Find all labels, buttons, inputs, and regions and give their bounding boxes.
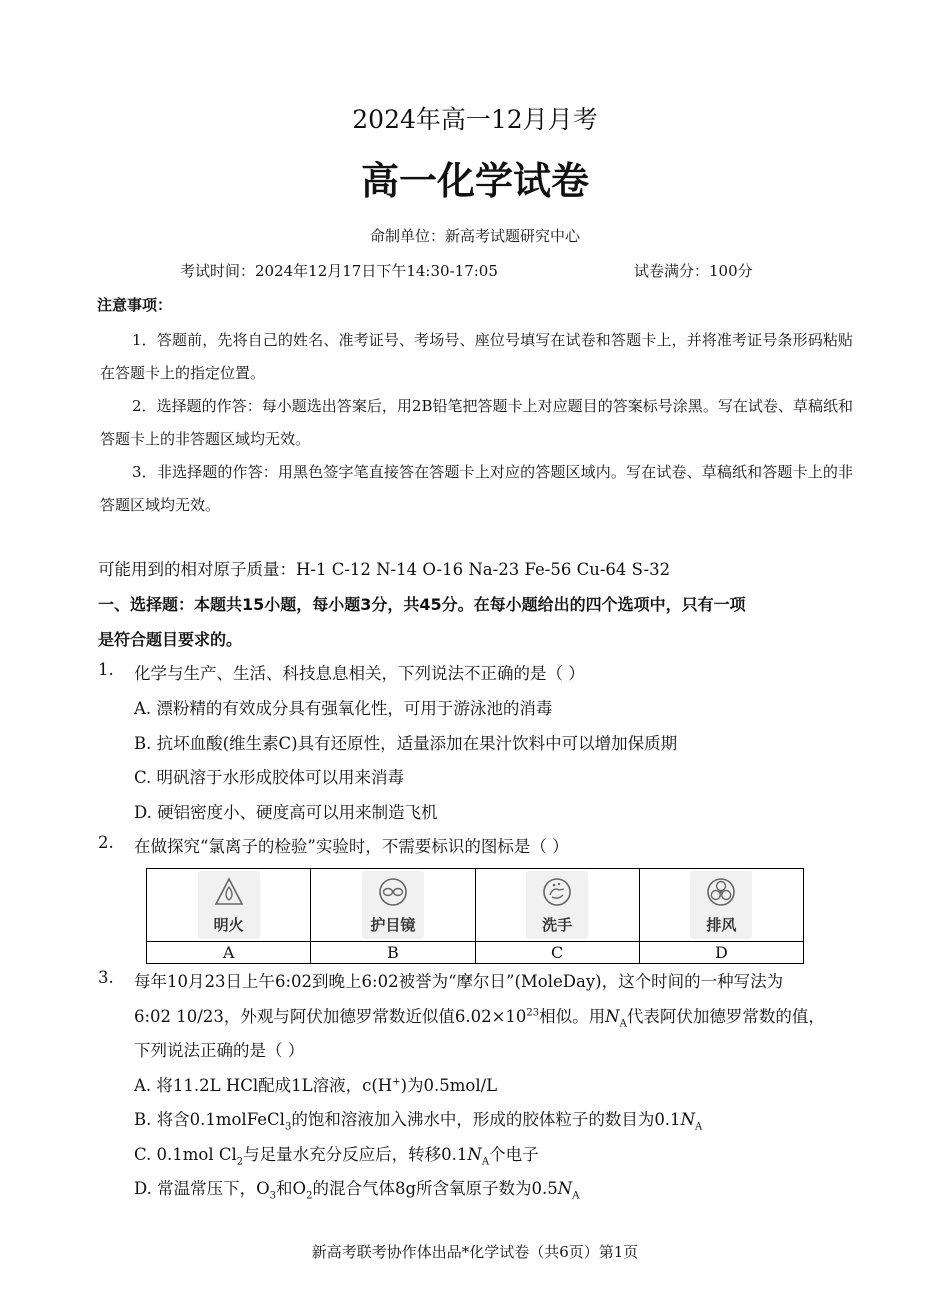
q1-option-c: C. 明矾溶于水形成胶体可以用来消毒	[134, 768, 405, 787]
notice-item-3: 3．非选择题的作答：用黑色签字笔直接答在答题卡上对应的答题区域内。写在试卷、草稿纸和答题卡上的非答题区域均无效。	[100, 463, 853, 514]
q3-stem-line2: 6:02 10/23，外观与阿伏加德罗常数近似值$6.02\times 10^{23}$相似。用$N_A$代表阿伏加德罗常数的值，	[134, 1007, 825, 1030]
q3-option-b: B. 将含0.1molFeCl$_3$的饱和溶液加入沸水中，形成的胶体粒子的数目为$0.1N_A$	[134, 1110, 703, 1133]
q3-option-d: D. 常温常压下，$O_3$和$O_2$的混合气体8g所含氧原子数为$0.5N_A$	[134, 1179, 580, 1202]
icon-letter-c: C	[475, 942, 639, 964]
q1-number: 1.	[98, 660, 114, 679]
q3-stem-line3: 下列说法正确的是（ ）	[134, 1041, 305, 1060]
issuer: 命制单位：新高考试题研究中心	[369, 227, 580, 245]
icon-letter-d: D	[639, 942, 803, 964]
q3-number: 3.	[98, 968, 114, 987]
icon-cell-b	[311, 869, 475, 942]
exhaust-fan-icon: 排风	[690, 871, 752, 939]
icon-cell-a	[147, 869, 311, 942]
notice-item-2: 2．选择题的作答：每小题选出答案后，用2B铅笔把答题卡上对应题目的答案标号涂黑。写在试卷、草稿纸和答题卡上的非答题区域均无效。	[100, 397, 853, 448]
exam-name: 2024年高一12月月考	[352, 105, 598, 134]
flame-icon: 明火	[198, 871, 260, 939]
safety-icons-table	[146, 868, 804, 964]
atomic-masses: 可能用到的相对原子质量：H-1 C-12 N-14 O-16 Na-23 Fe-56 Cu-64 S-32	[98, 560, 671, 579]
icon-letter-b: B	[311, 942, 475, 964]
notice-heading: 注意事项：	[97, 296, 173, 314]
icon-cell-d	[639, 869, 803, 942]
q1-option-d: D. 硬铝密度小、硬度高可以用来制造飞机	[134, 803, 438, 822]
goggles-icon: 护目镜	[362, 871, 424, 939]
page-title: 高一化学试卷	[360, 159, 589, 203]
icon-cell-c	[475, 869, 639, 942]
q2-stem: 在做探究“氯离子的检验”实验时，不需要标识的图标是（ ）	[134, 837, 569, 856]
handwash-icon: 洗手	[526, 871, 588, 939]
section-heading: 一、选择题：本题共15小题，每小题3分，共45分。在每小题给出的四个选项中，只有一项	[98, 595, 746, 614]
q1-option-b: B. 抗坏血酸(维生素C)具有还原性，适量添加在果汁饮料中可以增加保质期	[134, 734, 678, 753]
q1-option-a: A. 漂粉精的有效成分具有强氧化性，可用于游泳池的消毒	[134, 699, 553, 718]
page-footer: 新高考联考协作体出品*化学试卷（共6页）第1页	[311, 1243, 639, 1261]
q3-option-c: C. 0.1mol $Cl_2$与足量水充分反应后，转移$0.1N_A$个电子	[134, 1145, 539, 1168]
icon-letter-a: A	[147, 942, 311, 964]
notice-item-1: 1．答题前，先将自己的姓名、准考证号、考场号、座位号填写在试卷和答题卡上，并将准考证号条形码粘贴在答题卡上的指定位置。	[100, 331, 853, 382]
q1-stem: 化学与生产、生活、科技息息相关，下列说法不正确的是（ ）	[134, 664, 585, 683]
q3-stem-line1: 每年10月23日上午6:02到晚上6:02被誉为“摩尔日”(MoleDay)，这个时间的一种写法为	[134, 972, 784, 991]
exam-time: 考试时间：2024年12月17日下午14:30-17:05	[180, 262, 498, 280]
q3-option-a: A. 将11.2L HCl配成1L溶液，c(H+)为0.5mol/L	[134, 1076, 498, 1095]
section-heading-cont: 是符合题目要求的。	[98, 630, 243, 649]
q2-number: 2.	[98, 833, 114, 852]
full-score: 试卷满分：100分	[634, 262, 753, 280]
